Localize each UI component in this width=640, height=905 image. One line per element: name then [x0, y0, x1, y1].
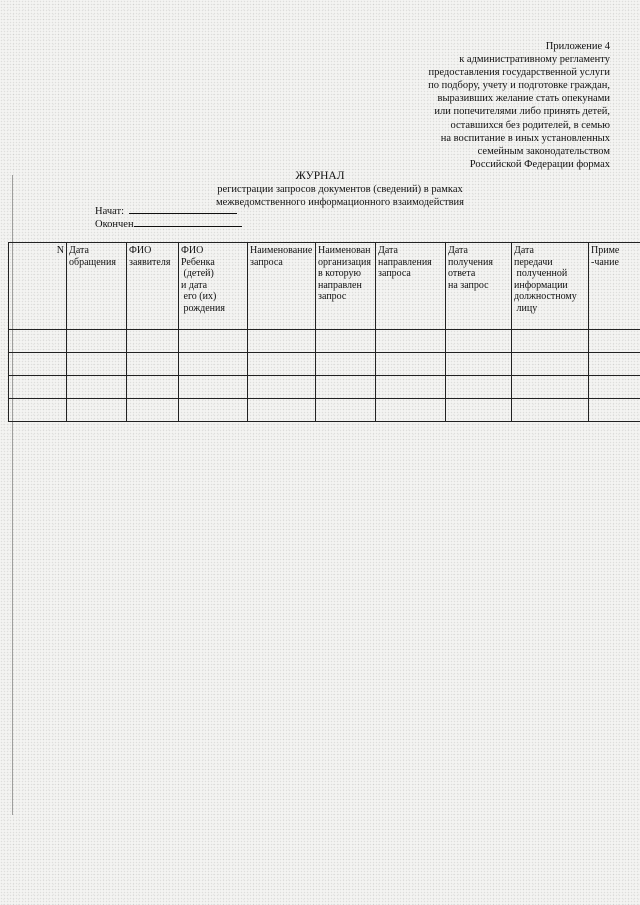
column-header: Наименование запроса — [248, 243, 316, 330]
started-field — [95, 203, 237, 217]
appendix-line: выразивших желание стать опекунами — [437, 93, 610, 105]
table-cell — [9, 330, 67, 353]
table-cell — [446, 353, 512, 376]
table-cell — [67, 330, 127, 353]
table-row — [9, 330, 640, 353]
table-cell — [248, 353, 316, 376]
table-cell — [376, 353, 446, 376]
journal-title: ЖУРНАЛ — [295, 170, 345, 182]
column-header: ФИО Ребенка (детей) и дата его (их) рождения — [179, 243, 248, 330]
table-header-row — [9, 243, 640, 330]
table-cell — [127, 399, 179, 422]
table-cell — [127, 330, 179, 353]
table-cell — [9, 399, 67, 422]
column-header: Дата передачи полученной информации должностному лицу — [512, 243, 589, 330]
table-cell — [446, 330, 512, 353]
appendix-line: к административному регламенту — [459, 54, 610, 66]
appendix-line: семейным законодательством — [477, 145, 610, 157]
table-row — [9, 353, 640, 376]
finished-blank-line — [134, 216, 242, 227]
appendix-line: оставшихся без родителей, в семью — [450, 119, 610, 131]
table-cell — [589, 376, 640, 399]
appendix-block — [270, 40, 610, 171]
table-cell — [512, 330, 589, 353]
table-cell — [248, 330, 316, 353]
table-cell — [376, 376, 446, 399]
table-cell — [512, 376, 589, 399]
table-cell — [179, 353, 248, 376]
subtitle-line: регистрации запросов документов (сведений) в рамках — [217, 184, 463, 195]
table-cell — [446, 399, 512, 422]
table-cell — [179, 376, 248, 399]
finished-label: Окончен — [95, 219, 134, 230]
table-cell — [67, 399, 127, 422]
table-cell — [512, 353, 589, 376]
subtitle-line: межведомственного информационного взаимодействия — [216, 197, 464, 208]
table-cell — [67, 353, 127, 376]
table-cell — [316, 399, 376, 422]
appendix-line: на воспитание в иных установленных — [440, 132, 610, 144]
table-cell — [179, 330, 248, 353]
table-cell — [446, 376, 512, 399]
table-row — [9, 376, 640, 399]
column-header: ФИО заявителя — [127, 243, 179, 330]
table-cell — [127, 376, 179, 399]
journal-table-wrapper — [8, 242, 640, 434]
table-row — [9, 399, 640, 422]
appendix-line: по подбору, учету и подготовке граждан, — [428, 80, 610, 92]
column-header: N — [9, 243, 67, 330]
column-header: Приме -чание — [589, 243, 640, 330]
table-cell — [248, 399, 316, 422]
table-cell — [589, 353, 640, 376]
table-cell — [316, 330, 376, 353]
table-cell — [248, 376, 316, 399]
table-cell — [589, 399, 640, 422]
journal-table — [8, 242, 640, 422]
column-header: Дата обращения — [67, 243, 127, 330]
table-cell — [316, 376, 376, 399]
table-cell — [67, 376, 127, 399]
appendix-line: или попечителями либо принять детей, — [434, 106, 610, 118]
appendix-line: предоставления государственной услуги — [428, 67, 610, 79]
column-header: Дата направления запроса — [376, 243, 446, 330]
table-cell — [9, 353, 67, 376]
column-header: Наименован организация в которую направлен запрос — [316, 243, 376, 330]
table-cell — [512, 399, 589, 422]
table-cell — [179, 399, 248, 422]
table-cell — [316, 353, 376, 376]
finished-field — [95, 216, 242, 230]
table-cell — [9, 376, 67, 399]
started-blank-line — [129, 203, 237, 214]
table-cell — [127, 353, 179, 376]
appendix-line: Приложение 4 — [545, 41, 610, 52]
table-cell — [376, 399, 446, 422]
started-label: Начат: — [95, 206, 124, 217]
appendix-line: Российской Федерации формах — [469, 158, 610, 170]
table-cell — [589, 330, 640, 353]
column-header: Дата получения ответа на запрос — [446, 243, 512, 330]
table-cell — [376, 330, 446, 353]
table-body — [9, 330, 640, 422]
